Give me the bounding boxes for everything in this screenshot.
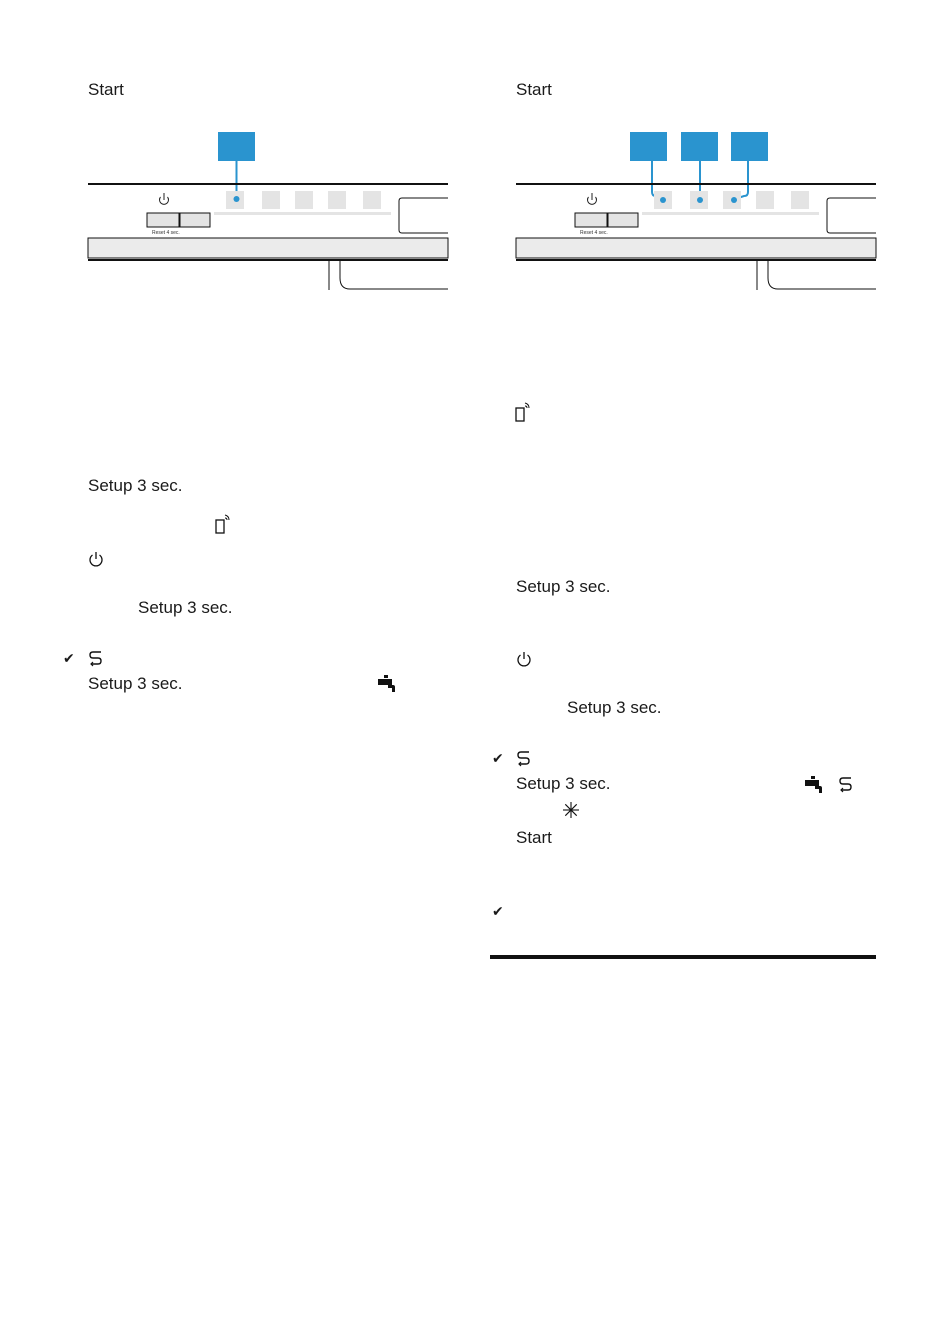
tap-icon	[803, 776, 825, 801]
door-front-strip	[88, 238, 448, 258]
status-strip	[642, 212, 819, 215]
reset-label: Reset 4 sec.	[152, 230, 180, 236]
check-icon: ✔	[492, 751, 504, 767]
setup-instruction-2: Setup 3 sec.	[138, 598, 233, 617]
control-panel-drawing	[88, 130, 458, 300]
remote-start-icon	[515, 402, 533, 427]
right-column	[466, 0, 932, 1324]
panel-key[interactable]	[295, 191, 313, 209]
start-label-2: Start	[516, 828, 552, 847]
panel-button[interactable]	[608, 213, 638, 227]
callout-marker	[681, 132, 718, 161]
rinse-aid-icon	[516, 750, 532, 772]
power-icon	[160, 193, 169, 204]
panel-key[interactable]	[363, 191, 381, 209]
power-button[interactable]	[147, 213, 179, 227]
power-button[interactable]	[575, 213, 607, 227]
rinse-aid-icon	[838, 776, 854, 798]
panel-button[interactable]	[180, 213, 210, 227]
setup-instruction-3: Setup 3 sec.	[516, 774, 611, 793]
reset-label: Reset 4 sec.	[580, 230, 608, 236]
setup-instruction-3: Setup 3 sec.	[88, 674, 183, 693]
panel-key[interactable]	[328, 191, 346, 209]
panel-key[interactable]	[262, 191, 280, 209]
check-icon: ✔	[492, 904, 504, 920]
power-icon	[88, 551, 104, 572]
power-icon	[588, 193, 597, 204]
callout-marker	[630, 132, 667, 161]
tap-icon	[376, 675, 398, 700]
panel-key[interactable]	[756, 191, 774, 209]
panel-key[interactable]	[791, 191, 809, 209]
rinse-aid-icon	[88, 650, 104, 672]
control-panel-illustration	[88, 130, 458, 260]
power-icon	[516, 651, 532, 672]
status-strip	[214, 212, 391, 215]
control-panel-drawing	[516, 130, 886, 300]
callout-marker	[218, 132, 255, 161]
left-column	[0, 0, 466, 1324]
control-panel-illustration	[516, 130, 886, 260]
setup-instruction-2: Setup 3 sec.	[567, 698, 662, 717]
setup-instruction-1: Setup 3 sec.	[516, 577, 611, 596]
door-front-strip	[516, 238, 876, 258]
setup-instruction-1: Setup 3 sec.	[88, 476, 183, 495]
start-label: Start	[88, 80, 124, 99]
check-icon: ✔	[63, 651, 75, 667]
callout-marker	[731, 132, 768, 161]
remote-start-icon	[215, 514, 233, 539]
snowflake-icon	[562, 801, 580, 824]
start-label: Start	[516, 80, 552, 99]
section-end-rule	[490, 955, 876, 959]
